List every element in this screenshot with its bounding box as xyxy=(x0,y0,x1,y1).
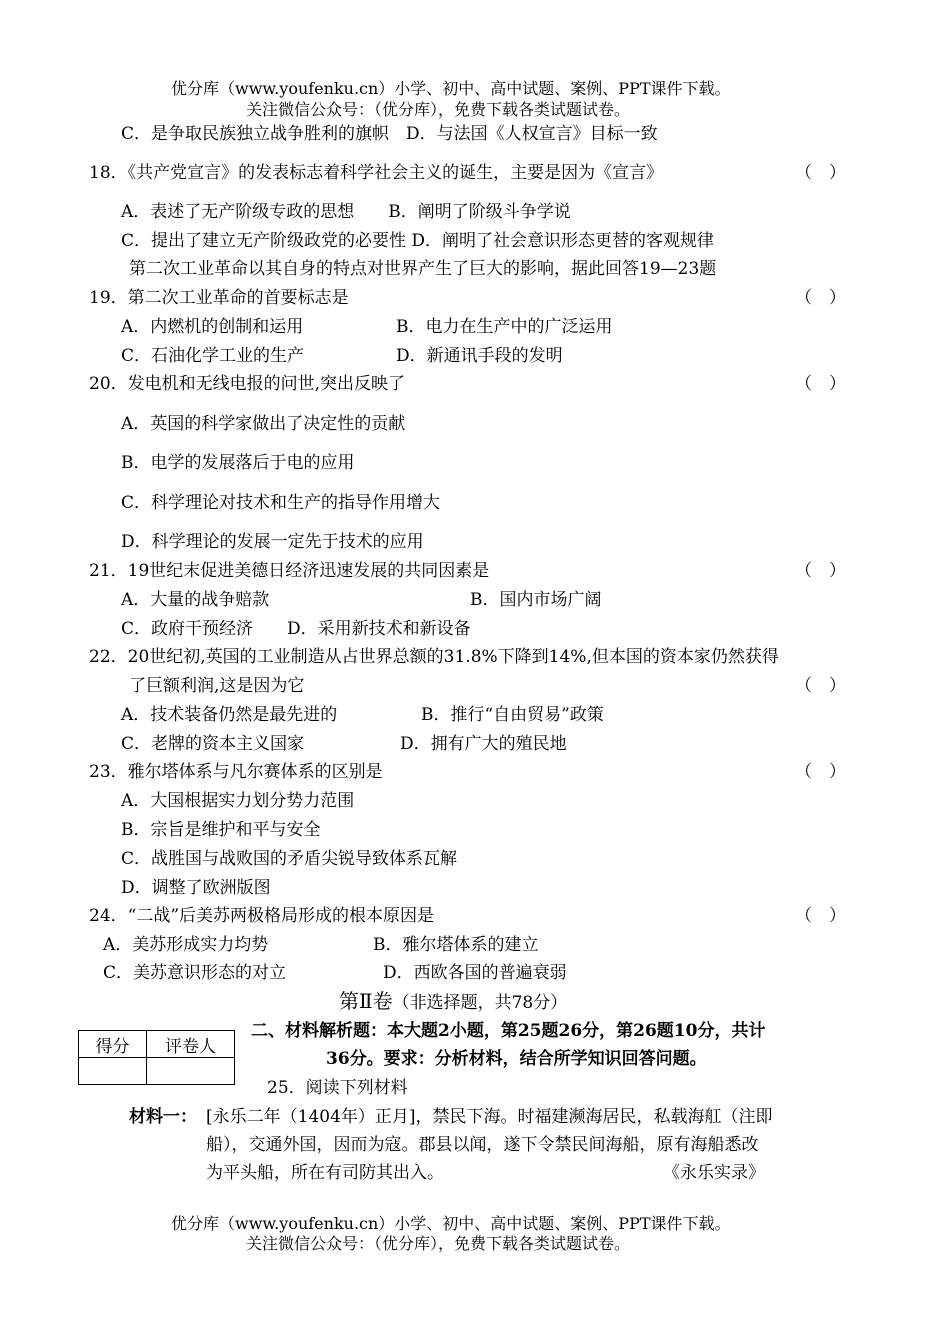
q22-stem-line-2: 了巨额利润,这是因为它 xyxy=(129,676,305,696)
q21-options-cd: C．政府干预经济 D．采用新技术和新设备 xyxy=(121,619,471,639)
q23-stem: 23．雅尔塔体系与凡尔赛体系的区别是 xyxy=(89,762,383,782)
q23-option-a: A．大国根据实力划分势力范围 xyxy=(121,791,355,811)
q24-option-b: B．雅尔塔体系的建立 xyxy=(373,935,539,955)
q17-options-cd: C．是争取民族独立战争胜利的旗帜 D．与法国《人权宣言》目标一致 xyxy=(121,124,658,144)
q24-stem: 24．“二战”后美苏两极格局形成的根本原因是 xyxy=(89,906,435,926)
q20-option-d: D．科学理论的发展一定先于技术的应用 xyxy=(121,532,424,552)
section2-heading-line-1: 二、材料解析题：本大题2小题，第25题26分，第26题10分，共计 xyxy=(251,1021,766,1041)
score-header: 得分 xyxy=(79,1031,147,1058)
q19-answer-paren: （ ） xyxy=(795,288,846,308)
q24-option-d: D．西欧各国的普遍衰弱 xyxy=(383,963,567,983)
q24-option-a: A．美苏形成实力均势 xyxy=(103,935,269,955)
q22-answer-paren: （ ） xyxy=(795,676,846,696)
q22-stem-line-1: 22．20世纪初,英国的工业制造从占世界总额的31.8%下降到14%,但本国的资本家仍然获得 xyxy=(89,647,779,667)
part2-subtitle: （非选择题，共78分） xyxy=(392,993,568,1013)
q19-option-a: A．内燃机的创制和运用 xyxy=(121,317,304,337)
q22-option-c: C．老牌的资本主义国家 xyxy=(121,734,305,754)
q18-answer-paren: （ ） xyxy=(795,163,846,183)
grader-cell xyxy=(147,1058,235,1085)
q19-option-c: C．石油化学工业的生产 xyxy=(121,346,305,366)
q19-option-d: D．新通讯手段的发明 xyxy=(396,346,563,366)
footer-line-2: 关注微信公众号：（优分库），免费下载各类试题试卷。 xyxy=(246,1234,631,1253)
part2-title-main: 第Ⅱ卷 xyxy=(339,989,393,1013)
intro-19-23: 第二次工业革命以其自身的特点对世界产生了巨大的影响，据此回答19—23题 xyxy=(129,259,717,279)
q24-answer-paren: （ ） xyxy=(795,906,846,926)
q22-option-b: B．推行“自由贸易”政策 xyxy=(421,705,604,725)
q23-option-c: C．战胜国与战败国的矛盾尖锐导致体系瓦解 xyxy=(121,849,458,869)
header-line-2: 关注微信公众号：（优分库），免费下载各类试题试卷。 xyxy=(246,100,631,119)
q21-answer-paren: （ ） xyxy=(795,561,846,581)
q21-option-a: A．大量的战争赔款 xyxy=(121,590,270,610)
q23-option-d: D．调整了欧洲版图 xyxy=(121,878,271,898)
q22-option-a: A．技术装备仍然是最先进的 xyxy=(121,705,338,725)
score-cell xyxy=(79,1058,147,1085)
score-table xyxy=(78,1030,235,1085)
q25-material-line-3: 为平头船，所在有司防其出入。 xyxy=(206,1163,444,1183)
q20-option-b: B．电学的发展落后于电的应用 xyxy=(121,453,355,473)
grader-header: 评卷人 xyxy=(147,1031,235,1058)
q19-stem: 19．第二次工业革命的首要标志是 xyxy=(89,288,349,308)
part2-title xyxy=(339,990,567,1014)
q20-stem: 20．发电机和无线电报的问世,突出反映了 xyxy=(89,374,406,394)
q24-option-c: C．美苏意识形态的对立 xyxy=(103,963,287,983)
q25-material-line-1: [永乐二年（1404年）正月]，禁民下海。时福建濒海居民，私载海舡（注即 xyxy=(206,1107,773,1127)
header-line-1: 优分库（www.youfenku.cn）小学、初中、高中试题、案例、PPT课件下载。 xyxy=(171,79,731,98)
q25-source: 《永乐实录》 xyxy=(663,1163,765,1183)
q18-options-ab: A．表述了无产阶级专政的思想 B．阐明了阶级斗争学说 xyxy=(121,202,571,222)
q21-stem: 21．19世纪末促进美德日经济迅速发展的共同因素是 xyxy=(89,561,490,581)
q23-answer-paren: （ ） xyxy=(795,762,846,782)
q23-option-b: B．宗旨是维护和平与安全 xyxy=(121,820,321,840)
q22-option-d: D．拥有广大的殖民地 xyxy=(400,734,567,754)
q20-answer-paren: （ ） xyxy=(795,374,846,394)
q18-stem: 18．《共产党宣言》的发表标志着科学社会主义的诞生，主要是因为《宣言》 xyxy=(89,163,664,183)
q18-options-cd: C．提出了建立无产阶级政党的必要性 D．阐明了社会意识形态更替的客观规律 xyxy=(121,231,715,251)
q20-option-c: C．科学理论对技术和生产的指导作用增大 xyxy=(121,493,441,513)
footer-line-1: 优分库（www.youfenku.cn）小学、初中、高中试题、案例、PPT课件下载。 xyxy=(171,1214,731,1233)
q19-option-b: B．电力在生产中的广泛运用 xyxy=(396,317,613,337)
q21-option-b: B．国内市场广阔 xyxy=(470,590,602,610)
q25-material-label: 材料一： xyxy=(129,1107,197,1127)
q20-option-a: A．英国的科学家做出了决定性的贡献 xyxy=(121,414,406,434)
q25-material-line-2: 船），交通外国，因而为寇。郡县以闻，遂下令禁民间海船，原有海船悉改 xyxy=(206,1135,759,1155)
q25-stem: 25．阅读下列材料 xyxy=(267,1078,408,1098)
section2-heading-line-2: 36分。要求：分析材料，结合所学知识回答问题。 xyxy=(326,1049,707,1069)
